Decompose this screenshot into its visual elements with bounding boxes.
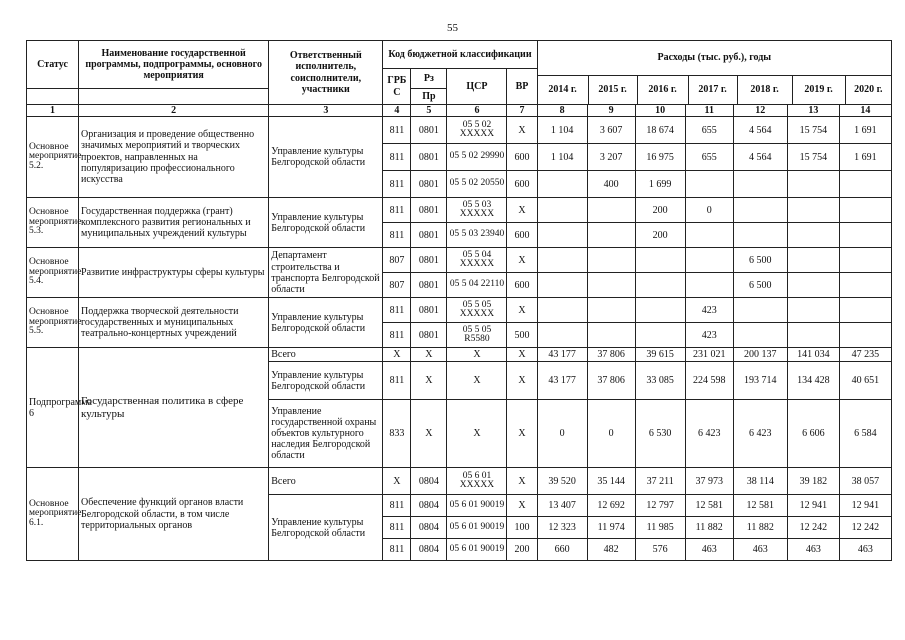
expense-value-cell: 224 598 [685, 362, 733, 400]
csr-cell: 05 6 01 90019 [447, 495, 507, 517]
col-number: 5 [411, 105, 447, 117]
expense-value-cell: 6 423 [685, 400, 733, 468]
year-2015: 2015 г. [589, 76, 638, 104]
subprogram-responsible-cell: Управление культуры Белгородской области [269, 362, 383, 400]
grbs-cell: 811 [383, 495, 411, 517]
expense-value-cell [587, 198, 635, 223]
expense-value-cell: 13 407 [537, 495, 587, 517]
col-number: 7 [507, 105, 537, 117]
header-name-cont [79, 89, 269, 105]
vr-cell: 600 [507, 144, 537, 171]
expense-value-cell: 15 754 [787, 144, 839, 171]
subprogram-responsible-cell: Всего [269, 348, 383, 362]
rzpr-cell: 0804 [411, 517, 447, 539]
csr-cell: X [447, 400, 507, 468]
vr-cell: 600 [507, 171, 537, 198]
expense-value-cell: 11 985 [635, 517, 685, 539]
expense-value-cell: 11 882 [685, 517, 733, 539]
expense-value-cell: 4 564 [733, 117, 787, 144]
header-status-cont [27, 89, 79, 105]
year-2014: 2014 г. [538, 76, 589, 104]
expense-value-cell [587, 298, 635, 323]
csr-cell: 05 5 02 29990 [447, 144, 507, 171]
expense-value-cell: 200 [635, 223, 685, 248]
responsible-cell: Управление культуры Белгородской области [269, 198, 383, 248]
expense-value-cell: 423 [685, 323, 733, 348]
expense-value-cell [685, 171, 733, 198]
expense-value-cell: 6 500 [733, 273, 787, 298]
column-numbers-row [27, 105, 892, 117]
expense-value-cell: 1 691 [839, 117, 891, 144]
rzpr-cell: 0801 [411, 117, 447, 144]
expense-value-cell: 6 584 [839, 400, 891, 468]
table-body [27, 117, 892, 561]
grbs-cell: 811 [383, 198, 411, 223]
expense-value-cell: 141 034 [787, 348, 839, 362]
expense-value-cell: 6 423 [733, 400, 787, 468]
col-number: 10 [635, 105, 685, 117]
subprogram-name-cell: Государственная политика в сфере культуры [79, 348, 269, 468]
expense-value-cell [587, 223, 635, 248]
year-2017: 2017 г. [689, 76, 738, 104]
grbs-cell: 811 [383, 517, 411, 539]
expense-value-cell: 200 137 [733, 348, 787, 362]
expense-value-cell: 43 177 [537, 362, 587, 400]
year-2016: 2016 г. [638, 76, 689, 104]
rzpr-cell: 0801 [411, 198, 447, 223]
header-vr: ВР [507, 69, 537, 105]
vr-cell: 600 [507, 223, 537, 248]
expense-value-cell: 37 973 [685, 468, 733, 495]
grbs-cell: 811 [383, 362, 411, 400]
expense-value-cell: 231 021 [685, 348, 733, 362]
expense-value-cell: 47 235 [839, 348, 891, 362]
rzpr-cell: X [411, 362, 447, 400]
expense-value-cell: 12 941 [839, 495, 891, 517]
expense-value-cell [685, 223, 733, 248]
grbs-cell: 811 [383, 539, 411, 561]
expense-value-cell: 12 323 [537, 517, 587, 539]
col-number: 4 [383, 105, 411, 117]
event-name-cell: Государственная поддержка (грант) комплексного развития региональных и муниципальных учреждений культуры [79, 198, 269, 248]
expense-value-cell: 12 581 [733, 495, 787, 517]
subprogram-status-cell: Подпрограмма 6 [27, 348, 79, 468]
expense-value-cell: 39 615 [635, 348, 685, 362]
status-cell: Основное мероприятие 5.4. [27, 248, 79, 298]
header-name: Наименование государственной программы, подпрограммы, основного мероприятия [79, 41, 269, 89]
expense-value-cell [537, 323, 587, 348]
event-name-cell: Обеспечение функций органов власти Белгородской области, в том числе территориальных органов [79, 468, 269, 561]
expense-value-cell: 38 114 [733, 468, 787, 495]
rzpr-cell: 0801 [411, 298, 447, 323]
vr-cell: X [507, 117, 537, 144]
rzpr-cell: 0801 [411, 223, 447, 248]
expense-value-cell [787, 171, 839, 198]
expense-value-cell: 4 564 [733, 144, 787, 171]
expense-value-cell: 0 [537, 400, 587, 468]
vr-cell: 100 [507, 517, 537, 539]
year-2020: 2020 г. [854, 84, 883, 95]
rzpr-cell: 0801 [411, 171, 447, 198]
rzpr-cell: 0804 [411, 468, 447, 495]
subprogram-responsible-cell: Управление государственной охраны объектов культурного наследия Белгородской области [269, 400, 383, 468]
expense-value-cell [537, 198, 587, 223]
csr-cell: 05 5 02 XXXXX [447, 117, 507, 144]
expense-value-cell: 3 607 [587, 117, 635, 144]
responsible-cell: Управление культуры Белгородской области [269, 495, 383, 561]
col-number: 6 [447, 105, 507, 117]
expense-value-cell: 576 [635, 539, 685, 561]
expense-value-cell: 37 211 [635, 468, 685, 495]
rzpr-cell: 0801 [411, 273, 447, 298]
expense-value-cell: 38 057 [839, 468, 891, 495]
year-2019: 2019 г. [793, 76, 846, 104]
responsible-cell: Департамент строительства и транспорта Белгородской области [269, 248, 383, 298]
grbs-cell: 807 [383, 273, 411, 298]
csr-cell: 05 6 01 90019 [447, 539, 507, 561]
expense-value-cell: 16 975 [635, 144, 685, 171]
vr-cell: 200 [507, 539, 537, 561]
expense-value-cell [685, 273, 733, 298]
csr-cell: X [447, 348, 507, 362]
col-number: 1 [27, 105, 79, 117]
vr-cell: X [507, 362, 537, 400]
col-number: 11 [685, 105, 733, 117]
event-name-cell: Развитие инфраструктуры сферы культуры [79, 248, 269, 298]
header-expenses: Расходы (тыс. руб.), годы [538, 41, 891, 76]
expense-value-cell: 6 500 [733, 248, 787, 273]
expense-value-cell: 39 182 [787, 468, 839, 495]
expense-value-cell: 463 [733, 539, 787, 561]
expense-value-cell: 6 606 [787, 400, 839, 468]
expense-value-cell: 12 692 [587, 495, 635, 517]
expense-value-cell [839, 248, 891, 273]
expense-value-cell: 0 [685, 198, 733, 223]
status-cell: Основное мероприятие 5.2. [27, 117, 79, 198]
table-row [27, 248, 892, 273]
expense-value-cell: 463 [839, 539, 891, 561]
col-number: 2 [79, 105, 269, 117]
expense-value-cell [733, 323, 787, 348]
csr-cell: 05 5 02 20550 [447, 171, 507, 198]
csr-cell: 05 5 04 22110 [447, 273, 507, 298]
expense-value-cell: 33 085 [635, 362, 685, 400]
expense-value-cell: 6 530 [635, 400, 685, 468]
expense-value-cell: 193 714 [733, 362, 787, 400]
expense-value-cell [635, 298, 685, 323]
header-expenses-years [537, 41, 891, 105]
expense-value-cell [787, 223, 839, 248]
subprogram-row [27, 348, 892, 362]
page-number: 55 [447, 22, 458, 34]
expense-value-cell [733, 171, 787, 198]
expense-value-cell [839, 198, 891, 223]
responsible-cell: Управление культуры Белгородской области [269, 298, 383, 348]
expense-value-cell: 1 104 [537, 144, 587, 171]
vr-cell: 500 [507, 323, 537, 348]
grbs-cell: X [383, 468, 411, 495]
col-number: 12 [733, 105, 787, 117]
header-rz: Рз [411, 69, 447, 89]
rzpr-cell: 0801 [411, 144, 447, 171]
expense-value-cell: 1 699 [635, 171, 685, 198]
csr-cell: 05 5 03 23940 [447, 223, 507, 248]
expense-value-cell: 12 797 [635, 495, 685, 517]
expense-value-cell: 200 [635, 198, 685, 223]
grbs-cell: 811 [383, 298, 411, 323]
expense-value-cell [587, 273, 635, 298]
grbs-cell: 811 [383, 117, 411, 144]
vr-cell: X [507, 198, 537, 223]
vr-cell: 600 [507, 273, 537, 298]
expense-value-cell [635, 248, 685, 273]
table-row [27, 468, 892, 495]
event-name-cell: Поддержка творческой деятельности государственных и муниципальных театрально-концертных учреждений [79, 298, 269, 348]
year-2018: 2018 г. [738, 76, 793, 104]
col-number: 14 [839, 105, 891, 117]
expense-value-cell: 12 242 [787, 517, 839, 539]
rzpr-cell: 0804 [411, 539, 447, 561]
header-csr: ЦСР [447, 69, 507, 105]
expense-value-cell: 12 941 [787, 495, 839, 517]
expense-value-cell [733, 223, 787, 248]
expense-value-cell: 3 207 [587, 144, 635, 171]
csr-cell: 05 6 01 90019 [447, 517, 507, 539]
rzpr-cell: 0801 [411, 323, 447, 348]
grbs-cell: 833 [383, 400, 411, 468]
expense-value-cell: 134 428 [787, 362, 839, 400]
expense-value-cell [839, 223, 891, 248]
expense-value-cell: 0 [587, 400, 635, 468]
csr-cell: 05 5 04 XXXXX [447, 248, 507, 273]
csr-cell: 05 5 05 XXXXX [447, 298, 507, 323]
header-grbs: ГРБ С [383, 69, 411, 105]
expense-value-cell [537, 171, 587, 198]
expense-value-cell [685, 248, 733, 273]
expense-value-cell: 655 [685, 144, 733, 171]
expense-value-cell: 482 [587, 539, 635, 561]
expense-value-cell [787, 248, 839, 273]
expense-value-cell: 655 [685, 117, 733, 144]
csr-cell: 05 5 05 R5580 [447, 323, 507, 348]
budget-table [26, 40, 892, 561]
col-number: 8 [537, 105, 587, 117]
expense-value-cell: 39 520 [537, 468, 587, 495]
table-row [27, 298, 892, 323]
total-label-cell: Всего [269, 468, 383, 495]
status-cell: Основное мероприятие 6.1. [27, 468, 79, 561]
expense-value-cell: 400 [587, 171, 635, 198]
expense-value-cell [537, 248, 587, 273]
table-row [27, 117, 892, 144]
expense-value-cell [537, 273, 587, 298]
status-cell: Основное мероприятие 5.3. [27, 198, 79, 248]
expense-value-cell: 43 177 [537, 348, 587, 362]
vr-cell: X [507, 468, 537, 495]
expense-value-cell: 660 [537, 539, 587, 561]
rzpr-cell: 0804 [411, 495, 447, 517]
grbs-cell: 811 [383, 144, 411, 171]
expense-value-cell [839, 273, 891, 298]
event-name-cell: Организация и проведение общественно значимых мероприятий и творческих проектов, направленных на популяризацию профессионального искусства [79, 117, 269, 198]
expense-value-cell: 12 242 [839, 517, 891, 539]
grbs-cell: X [383, 348, 411, 362]
expense-value-cell [787, 273, 839, 298]
expense-value-cell: 35 144 [587, 468, 635, 495]
expense-value-cell [839, 298, 891, 323]
grbs-cell: 811 [383, 171, 411, 198]
grbs-cell: 811 [383, 223, 411, 248]
header-pr: Пр [411, 89, 447, 105]
expense-value-cell [787, 198, 839, 223]
grbs-cell: 807 [383, 248, 411, 273]
expense-value-cell [635, 273, 685, 298]
rzpr-cell: 0801 [411, 248, 447, 273]
expense-value-cell: 1 104 [537, 117, 587, 144]
expense-value-cell: 11 882 [733, 517, 787, 539]
expense-value-cell [733, 298, 787, 323]
expense-value-cell [839, 171, 891, 198]
col-number: 9 [587, 105, 635, 117]
vr-cell: X [507, 248, 537, 273]
expense-value-cell: 37 806 [587, 348, 635, 362]
col-number: 3 [269, 105, 383, 117]
expense-value-cell [635, 323, 685, 348]
expense-value-cell: 18 674 [635, 117, 685, 144]
responsible-cell: Управление культуры Белгородской области [269, 117, 383, 198]
expense-value-cell: 1 691 [839, 144, 891, 171]
table-row [27, 198, 892, 223]
vr-cell: X [507, 298, 537, 323]
expense-value-cell: 11 974 [587, 517, 635, 539]
expense-value-cell: 37 806 [587, 362, 635, 400]
csr-cell: 05 6 01 XXXXX [447, 468, 507, 495]
expense-value-cell [537, 298, 587, 323]
expense-value-cell: 463 [685, 539, 733, 561]
grbs-cell: 811 [383, 323, 411, 348]
expense-value-cell: 12 581 [685, 495, 733, 517]
expense-value-cell [839, 323, 891, 348]
expense-value-cell: 423 [685, 298, 733, 323]
csr-cell: X [447, 362, 507, 400]
rzpr-cell: X [411, 400, 447, 468]
col-number: 13 [787, 105, 839, 117]
header-budget-code: Код бюджетной классификации [383, 41, 537, 69]
header-responsible: Ответственный исполнитель, соисполнители, участники [269, 41, 383, 105]
header-status: Статус [27, 41, 79, 89]
expense-value-cell [787, 298, 839, 323]
year-row [538, 76, 891, 104]
expense-value-cell: 463 [787, 539, 839, 561]
vr-cell: X [507, 495, 537, 517]
expense-value-cell [587, 248, 635, 273]
expense-value-cell: 15 754 [787, 117, 839, 144]
csr-cell: 05 5 03 XXXXX [447, 198, 507, 223]
expense-value-cell: 40 651 [839, 362, 891, 400]
expense-value-cell [733, 198, 787, 223]
vr-cell: X [507, 348, 537, 362]
vr-cell: X [507, 400, 537, 468]
expense-value-cell [787, 323, 839, 348]
expense-value-cell [537, 223, 587, 248]
rzpr-cell: X [411, 348, 447, 362]
expense-value-cell [587, 323, 635, 348]
status-cell: Основное мероприятие 5.5. [27, 298, 79, 348]
